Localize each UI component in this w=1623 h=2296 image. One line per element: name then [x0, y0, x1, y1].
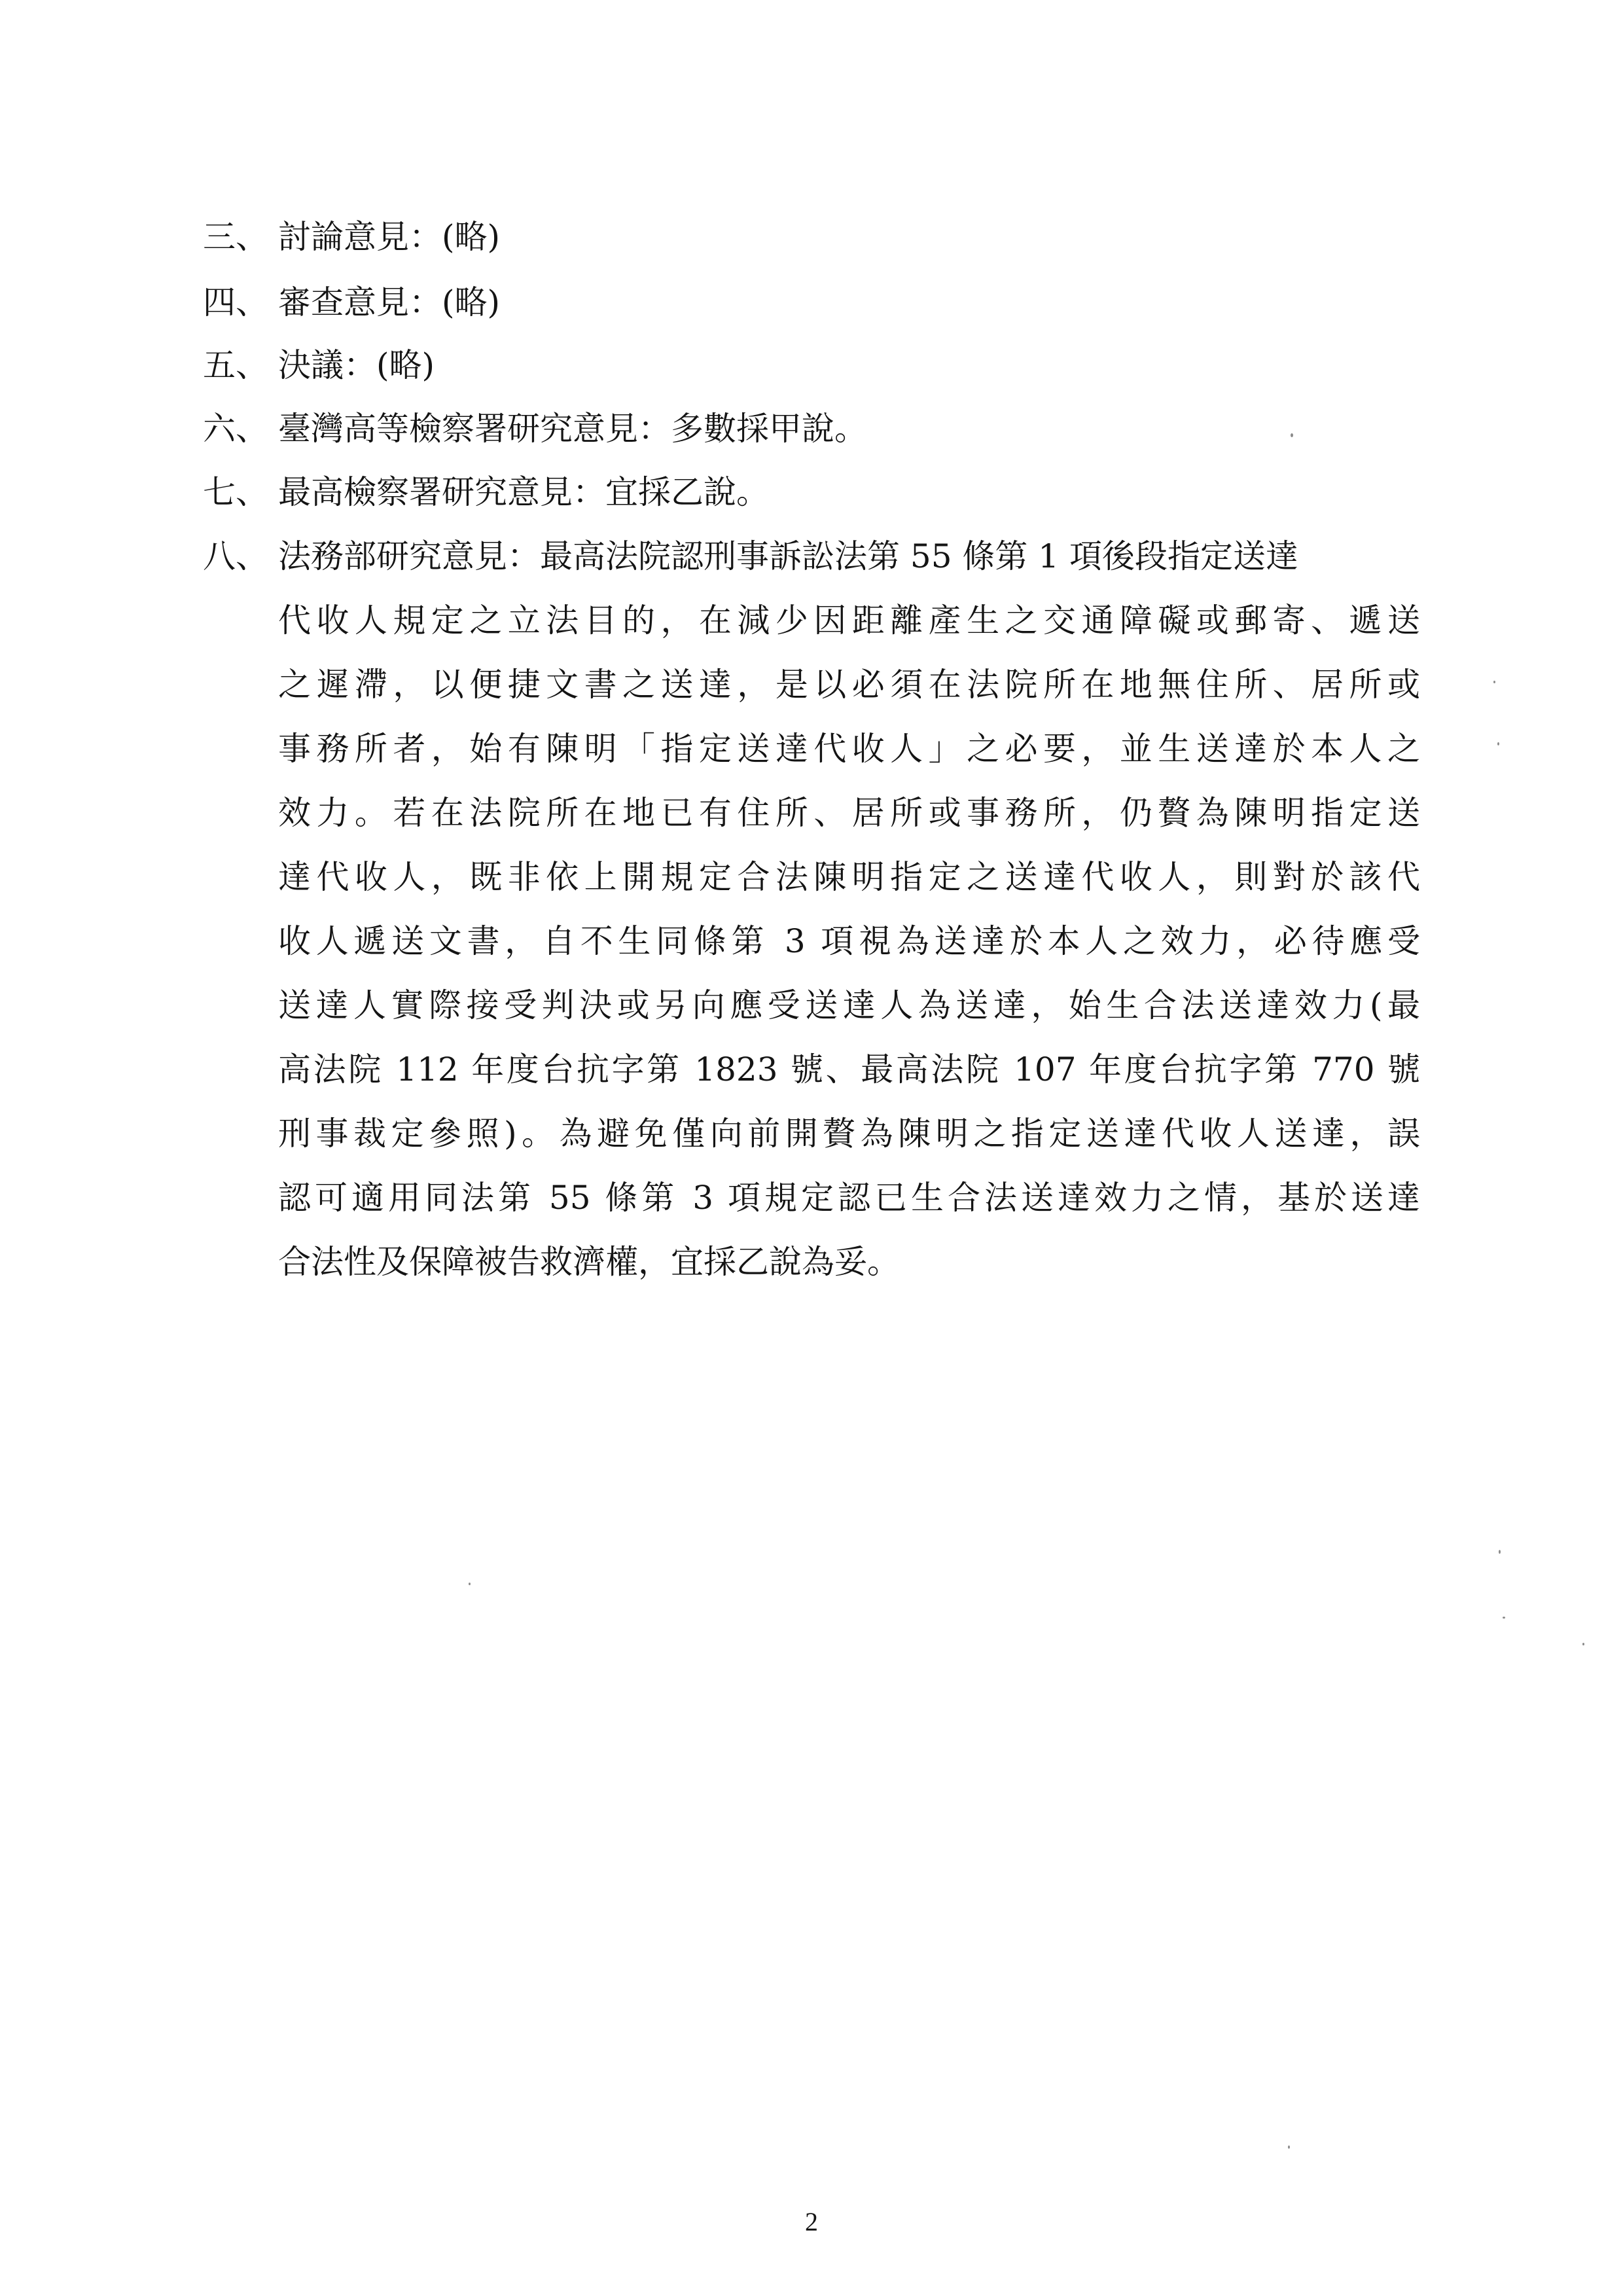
- section-label: 五、: [203, 346, 268, 384]
- paragraph-line: 代收人規定之立法目的，在減少因距離產生之交通障礙或郵寄、遞送: [278, 601, 1420, 639]
- section-item-5: [203, 346, 435, 385]
- section-text: 臺灣高等檢察署研究意見：多數採甲說。: [278, 410, 867, 448]
- section-label: 四、: [203, 283, 268, 321]
- section-text: 最高檢察署研究意見：宜採乙說。: [278, 473, 769, 511]
- paragraph-line: 收人遞送文書，自不生同條第 3 項視為送達於本人之效力，必待應受: [278, 922, 1420, 960]
- paragraph-line: 送達人實際接受判決或另向應受送達人為送達，始生合法送達效力(最: [278, 986, 1420, 1024]
- section-item-4: [203, 283, 500, 322]
- section-item-3: [203, 217, 500, 257]
- scan-speck: [1288, 2145, 1290, 2149]
- section-item-6: [203, 409, 867, 448]
- section-item-7: [203, 473, 769, 512]
- section-label: 七、: [203, 473, 268, 511]
- scan-speck: [1503, 1617, 1505, 1619]
- scan-speck: [1582, 1643, 1584, 1645]
- section-label: 八、: [203, 537, 268, 575]
- section-text: 法務部研究意見：最高法院認刑事訴訟法第 55 條第 1 項後段指定送達: [278, 537, 1299, 575]
- page-number: 2: [805, 2207, 818, 2236]
- section-item-8: [203, 537, 1298, 576]
- section-text: 決議：(略): [278, 346, 435, 384]
- scan-speck: [1497, 742, 1499, 745]
- paragraph-line: 效力。若在法院所在地已有住所、居所或事務所，仍贅為陳明指定送: [278, 794, 1420, 832]
- paragraph-line: 認可適用同法第 55 條第 3 項規定認已生合法送達效力之情，基於送達: [278, 1179, 1420, 1217]
- paragraph-line: 合法性及保障被告救濟權，宜採乙說為妥。: [278, 1243, 900, 1281]
- scan-speck: [469, 1583, 471, 1585]
- section-text: 審查意見：(略): [278, 283, 501, 321]
- paragraph-line: 事務所者，始有陳明「指定送達代收人」之必要，並生送達於本人之: [278, 730, 1420, 768]
- paragraph-line: 刑事裁定參照)。為避免僅向前開贅為陳明之指定送達代收人送達，誤: [278, 1115, 1420, 1153]
- paragraph-line: 之遲滯，以便捷文書之送達，是以必須在法院所在地無住所、居所或: [278, 666, 1420, 704]
- section-label: 六、: [203, 410, 268, 448]
- paragraph-line: 達代收人，既非依上開規定合法陳明指定之送達代收人，則對於該代: [278, 858, 1420, 896]
- scan-speck: [1499, 1550, 1501, 1554]
- scan-speck: [1493, 681, 1495, 683]
- paragraph-line: 高法院 112 年度台抗字第 1823 號、最高法院 107 年度台抗字第 770 號: [278, 1050, 1420, 1088]
- section-label: 三、: [203, 218, 268, 256]
- scan-speck: [1291, 433, 1293, 437]
- section-text: 討論意見：(略): [278, 218, 501, 256]
